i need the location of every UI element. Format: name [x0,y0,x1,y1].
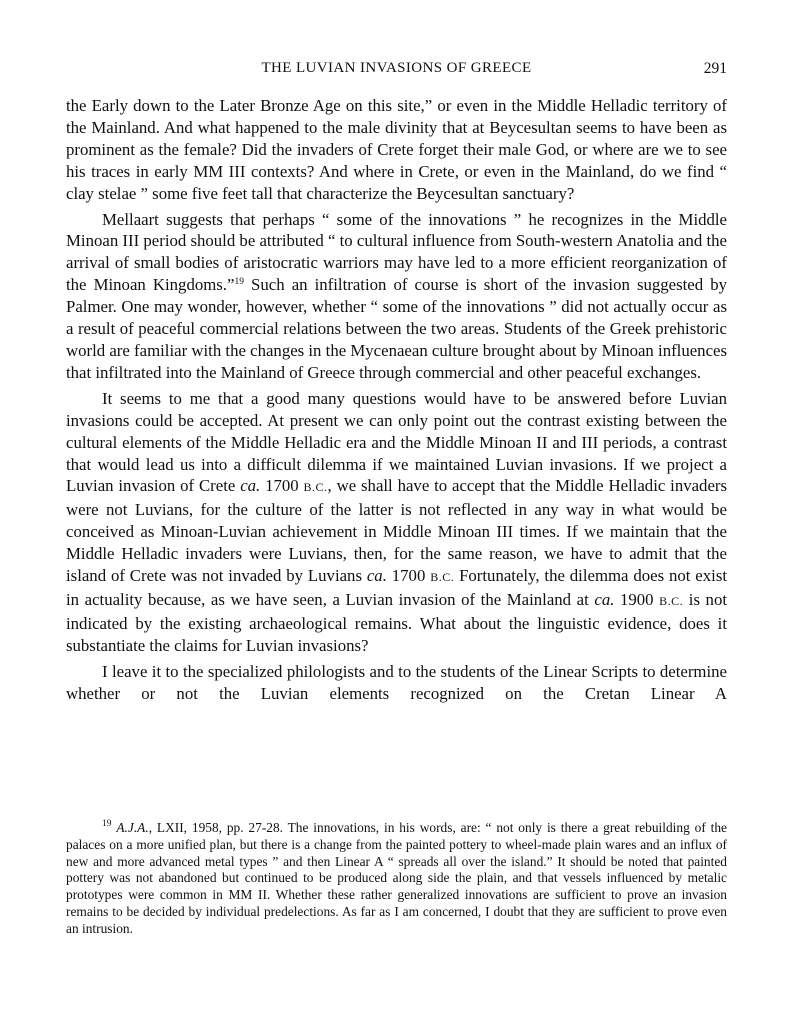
year-1700: 1700 [386,566,431,586]
paragraph-2-part-b: Such an infiltration of course is short of the invasion suggested by Palmer. One may wonder, however, whether “ some of the innovations ” did not actually occur as a result of peaceful commercial relations between the two areas. Students of the Greek prehistoric world are familiar with the changes in the Mycenaean culture brought about by Minoan influences that infiltrated into the Mainland of Greece through commercial and other peaceful exchanges. [66,275,727,382]
bc-abbreviation: B.C. [303,480,328,495]
body-text [66,95,727,708]
paragraph-1: the Early down to the Later Bronze Age on this site,” or even in the Middle Helladic territory of the Mainland. And what happened to the male divinity that at Beycesultan seems to have been as prominent as the female? Did the invaders of Crete forget their male God, or where are we to see his traces in early MM III contexts? And where in Crete, or even in the Mainland, do we find “ clay stelae ” some five feet tall that characterize the Beycesultan sanctuary? [66,96,727,203]
paragraph-3-part-a: It seems to me that a good many questions would have to be answered before Luvian invasions could be accepted. At present we can only point out the contrast existing between the cultural elements of the Middle Helladic era and the Middle Minoan II and III periods, a contrast that would lead us into a difficult dilemma if we maintained Luvian invasions. If we project a Luvian invasion of Crete [66,388,727,496]
footnote-19 [66,820,727,938]
circa-abbreviation: ca. [594,589,615,609]
bc-abbreviation: B.C. [659,593,684,608]
paragraph-3-part-c: Fortunately, the dilemma does not exist in actuality because, as we have seen, a Luvian invasion of the Mainland at [66,566,728,609]
running-title: THE LUVIAN INVASIONS OF GREECE [261,60,532,76]
footnote-number: 19 [102,819,112,829]
footnote-source: A.J.A. [116,820,149,835]
paragraph-3-part-d: is not indicated by the existing archaeological remains. What about the linguistic evidence, does it substantiate the claims for Luvian invasions? [66,589,728,655]
paragraph-4: I leave it to the specialized philologists and to the students of the Linear Scripts to determine whether or not the Luvian elements recognized on the Cretan Linear A [66,661,727,703]
bc-abbreviation: B.C. [430,570,455,585]
footnote-reference: 19 [234,277,244,288]
circa-abbreviation: ca. [240,476,261,496]
footnote-text: , LXII, 1958, pp. 27-28. The innovations, in his words, are: “ not only is there a great rebuilding of the palaces on a more unified plan, but there is a change from the painted pottery to wheel-made plain wares and an influx of new and more advanced metal types ” and then Linear A “ spreads all over the island.” It should be noted that painted pottery was not abandoned but continued to be produced along side the plain, and that vessels influenced by metalic prototypes were common in MM II. Whether these rather generalized innovations are sufficient to prove an invasion remains to be decided by individual predelections. As far as I am concerned, I doubt that they are sufficient to prove even an intrusion. [66,820,727,936]
paragraph-3-part-b: , we shall have to accept that the Middle Helladic invaders were not Luvians, for the culture of the latter is not reflected in any way in what would be conceived as Minoan-Luvian achievement in Middle Minoan III times. If we maintain that the Middle Helladic invaders were Luvians, then, for the same reason, we have to admit that the island of Crete was not invaded by Luvians [66,476,728,586]
year-1700: 1700 [260,476,304,496]
page-number: 291 [703,60,727,77]
paragraph-3 [66,388,727,657]
year-1900: 1900 [614,589,660,609]
paragraph-2 [66,209,727,384]
running-head [66,60,727,82]
paragraph-2-part-a: Mellaart suggests that perhaps “ some of the innovations ” he recognizes in the Middle Minoan III period should be attributed “ to cultural influence from South-western Anatolia and the arrival of small bodies of aristocratic warriors may have led to a more efficient reorganization of the Minoan Kingdoms.” [66,209,727,295]
circa-abbreviation: ca. [366,566,387,586]
